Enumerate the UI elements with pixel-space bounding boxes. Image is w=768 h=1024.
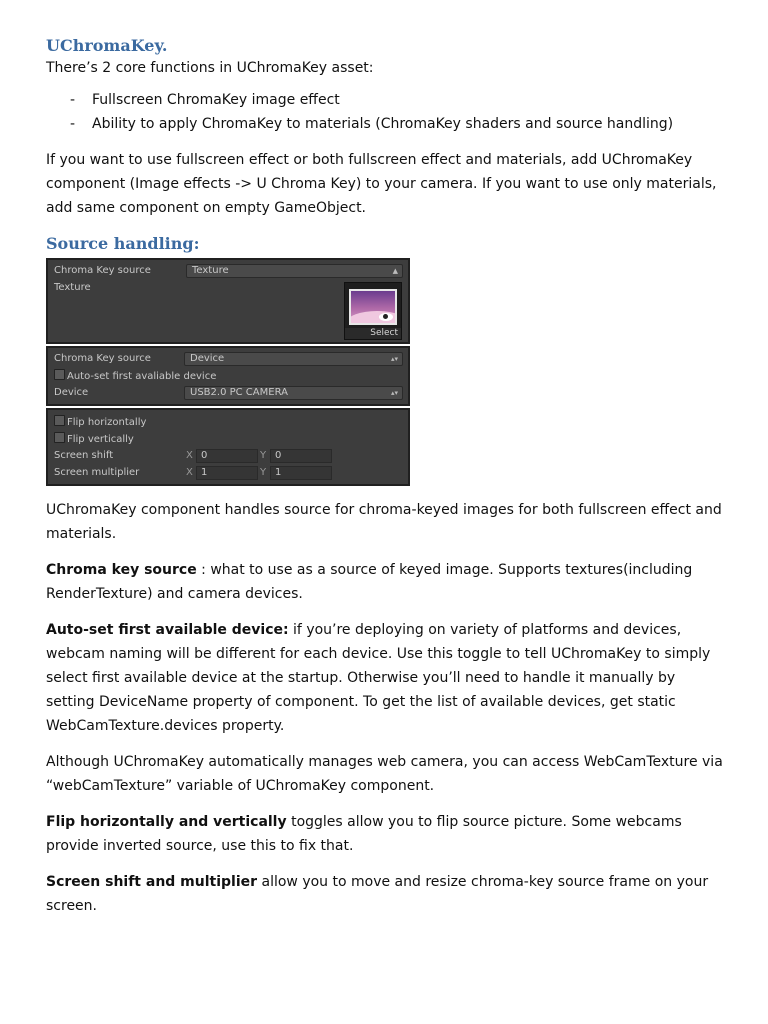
- chroma-source-label: Chroma Key source: [54, 353, 151, 364]
- shift-x-input[interactable]: 0: [196, 449, 258, 463]
- flip-horizontal-checkbox[interactable]: [54, 415, 65, 426]
- document-page: [46, 36, 726, 918]
- list-item: - Fullscreen ChromaKey image effect: [70, 92, 340, 108]
- feature-list: [46, 88, 726, 136]
- texture-thumbnail[interactable]: [344, 282, 402, 340]
- device-label: Device: [54, 387, 89, 398]
- intro-text: There’s 2 core functions in UChromaKey asset:: [46, 60, 374, 76]
- screen-shift-label: Screen shift: [54, 450, 114, 461]
- device-source-panel: [46, 346, 410, 406]
- select-button[interactable]: Select: [345, 328, 401, 339]
- shift-y-input[interactable]: 0: [270, 449, 332, 463]
- shift-y-axis-label: Y: [260, 450, 267, 461]
- list-item: - Ability to apply ChromaKey to materials (ChromaKey shaders and source handling): [70, 116, 674, 132]
- device-source-dropdown[interactable]: Device ▴▾: [184, 352, 403, 366]
- shift-x-axis-label: X: [186, 450, 193, 461]
- flip-paragraph: Flip horizontally and vertically toggles allow you to flip source picture. Some webcams provide inverted source, use this to fix that.: [46, 814, 682, 854]
- transform-panel: [46, 408, 410, 486]
- autoset-paragraph: Auto-set first available device: if you’re deploying on variety of platforms and devices, webcam naming will be different for each device. Use this toggle to tell UChromaKey to simply select first available device at the startup. Otherwise you’ll need to handle it manually by setting DeviceName property of component. To get the list of available devices, get static WebCamTexture.devices property.: [46, 622, 711, 734]
- chroma-source-label: Chroma Key source: [54, 265, 151, 276]
- mult-x-axis-label: X: [186, 467, 193, 478]
- shift-paragraph: Screen shift and multiplier allow you to move and resize chroma-key source frame on your screen.: [46, 874, 709, 914]
- document-title: UChromaKey.: [46, 36, 168, 55]
- chroma-source-dropdown[interactable]: Texture ▲: [186, 264, 403, 278]
- mult-x-input[interactable]: 1: [196, 466, 258, 480]
- mult-y-axis-label: Y: [260, 467, 267, 478]
- usage-paragraph: If you want to use fullscreen effect or both fullscreen effect and materials, add UChromaKey component (Image effects -> U Chroma Key) to your camera. If you want to use only materials, add same component on empty GameObject.: [46, 152, 717, 216]
- webcam-paragraph: Although UChromaKey automatically manages web camera, you can access WebCamTexture via “webCamTexture” variable of UChromaKey component.: [46, 754, 723, 794]
- flip-horizontal-toggle[interactable]: Flip horizontally: [54, 415, 146, 429]
- dropdown-arrow-icon: ▴▾: [390, 389, 398, 397]
- autoset-toggle[interactable]: Auto-set first avaliable device: [54, 369, 216, 383]
- flip-vertical-checkbox[interactable]: [54, 432, 65, 443]
- flip-vertical-toggle[interactable]: Flip vertically: [54, 432, 134, 446]
- autoset-checkbox[interactable]: [54, 369, 65, 380]
- screen-multiplier-label: Screen multiplier: [54, 467, 140, 478]
- dropdown-arrow-icon: ▲: [392, 267, 398, 275]
- chroma-source-paragraph: Chroma key source : what to use as a source of keyed image. Supports textures(including RenderTexture) and camera devices.: [46, 562, 693, 602]
- device-dropdown[interactable]: USB2.0 PC CAMERA ▴▾: [184, 386, 403, 400]
- source-heading: Source handling:: [46, 234, 200, 253]
- dropdown-arrow-icon: ▴▾: [390, 355, 398, 363]
- texture-label: Texture: [54, 282, 91, 293]
- handles-paragraph: UChromaKey component handles source for chroma-keyed images for both fullscreen effect and materials.: [46, 502, 722, 542]
- texture-image-icon: [349, 289, 397, 325]
- mult-y-input[interactable]: 1: [270, 466, 332, 480]
- texture-source-panel: [46, 258, 410, 344]
